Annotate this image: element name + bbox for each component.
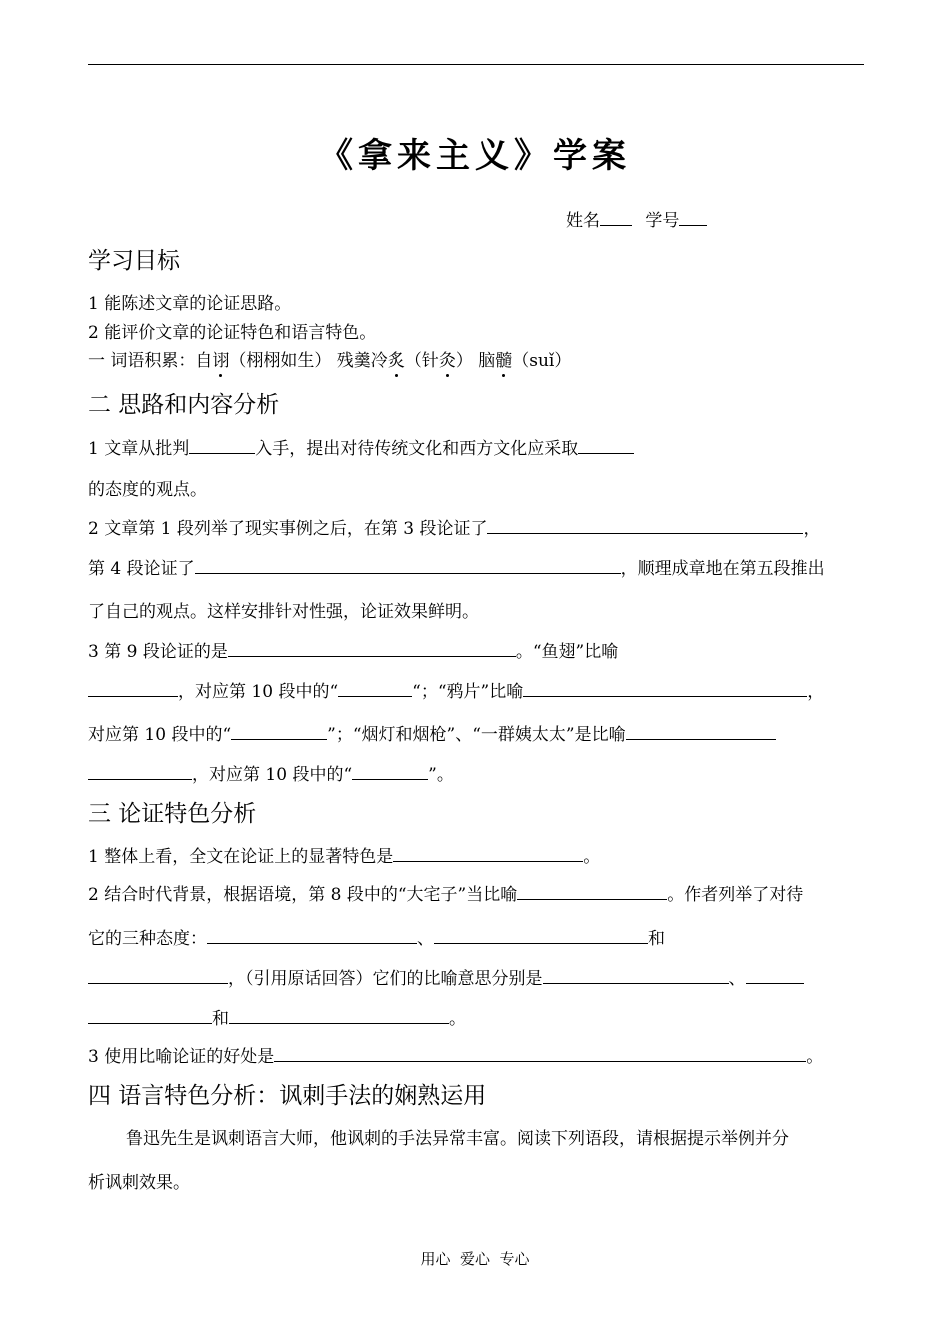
answer-blank[interactable] — [88, 1007, 212, 1024]
text: 。 — [806, 1047, 824, 1067]
vocab-word-2: 炙 — [388, 346, 405, 371]
answer-blank[interactable] — [393, 845, 583, 862]
text: 2 结合时代背景，根据语境，第 8 段中的“大宅子”当比喻 — [88, 885, 518, 905]
answer-blank[interactable] — [543, 967, 729, 984]
answer-blank[interactable] — [88, 680, 178, 697]
page-title: 《拿来主义》学案 — [319, 136, 631, 176]
text: ，（引用原话回答）它们的比喻意思分别是 — [228, 969, 543, 989]
text: “；“鸦片”比喻 — [412, 682, 524, 702]
answer-blank[interactable] — [88, 967, 228, 984]
text: 3 使用比喻论证的好处是 — [88, 1047, 275, 1067]
s3-q2-line1 — [88, 880, 803, 905]
answer-blank[interactable] — [207, 927, 417, 944]
answer-blank[interactable] — [352, 763, 428, 780]
answer-blank[interactable] — [626, 723, 776, 740]
s4-para-line2: 析讽刺效果。 — [88, 1173, 190, 1193]
number-label: 学号 — [645, 211, 680, 231]
text: ， — [803, 519, 821, 539]
answer-blank[interactable] — [195, 557, 621, 574]
s2-q3-line2 — [88, 677, 824, 702]
goal-item-2: 2 能评价文章的论证特色和语言特色。 — [88, 323, 377, 343]
name-number-line — [566, 206, 707, 231]
answer-blank[interactable] — [228, 640, 516, 657]
s2-q3-line4 — [88, 760, 454, 785]
s3-q2-line4 — [88, 1004, 466, 1029]
vocab-word-4: 髓 — [495, 346, 512, 371]
section-heading-goals: 学习目标 — [88, 248, 180, 274]
s2-q2-line3: 了自己的观点。这样安排针对性强，论证效果鲜明。 — [88, 602, 479, 622]
text: 。“鱼翅”比喻 — [515, 642, 619, 662]
text: 3 第 9 段论证的是 — [88, 642, 228, 662]
top-rule — [88, 64, 864, 65]
text: 。作者列举了对待 — [667, 885, 804, 905]
s2-q2-line1 — [88, 514, 820, 539]
vocab-word-3: 灸 — [439, 346, 456, 371]
s3-q2-line3 — [88, 964, 804, 989]
text: 2 文章第 1 段列举了现实事例之后，在第 3 段论证了 — [88, 519, 488, 539]
answer-blank[interactable] — [487, 517, 803, 534]
answer-blank[interactable] — [229, 1007, 449, 1024]
s2-q2-line2 — [88, 554, 825, 579]
text: 对应第 10 段中的“ — [88, 725, 232, 745]
name-label: 姓名 — [566, 211, 600, 231]
answer-blank[interactable] — [88, 763, 192, 780]
s3-q2-line2 — [88, 924, 665, 949]
answer-blank[interactable] — [338, 680, 412, 697]
text: 入手，提出对待传统文化和西方文化应采取 — [255, 439, 579, 459]
answer-blank[interactable] — [434, 927, 648, 944]
vocab-line — [88, 346, 571, 371]
text: 。 — [449, 1009, 466, 1029]
text: ”；“烟灯和烟枪”、“一群姨太太”是比喻 — [327, 725, 626, 745]
vocab-mid-3: ） 脑 — [455, 351, 496, 371]
text: 、 — [417, 929, 434, 949]
answer-blank[interactable] — [189, 437, 255, 454]
answer-blank[interactable] — [523, 680, 807, 697]
s2-q1-line1 — [88, 434, 634, 459]
s3-q1-line — [88, 842, 600, 867]
vocab-mid-2: （针 — [404, 351, 439, 371]
text: 它的三种态度： — [88, 929, 207, 949]
text: 和 — [648, 929, 665, 949]
text: 和 — [212, 1009, 229, 1029]
section-heading-analysis: 二 思路和内容分析 — [88, 392, 280, 418]
goal-item-1: 1 能陈述文章的论证思路。 — [88, 294, 292, 314]
text: 1 整体上看，全文在论证上的显著特色是 — [88, 847, 394, 867]
text: ”。 — [428, 765, 454, 785]
answer-blank[interactable] — [231, 723, 327, 740]
s2-q3-line1 — [88, 637, 618, 662]
number-blank[interactable] — [679, 209, 707, 226]
vocab-word-1: 诩 — [212, 346, 229, 371]
answer-blank[interactable] — [578, 437, 634, 454]
name-blank[interactable] — [600, 209, 632, 226]
vocab-end: （suǐ） — [512, 351, 572, 371]
text: 第 4 段论证了 — [88, 559, 195, 579]
s3-q3-line — [88, 1042, 823, 1067]
text: 1 文章从批判 — [88, 439, 190, 459]
vocab-prefix: 一 词语积累：自 — [88, 351, 213, 371]
text: ， — [807, 682, 825, 702]
text: ，对应第 10 段中的“ — [178, 682, 339, 702]
text: 。 — [583, 847, 601, 867]
section-heading-argument: 三 论证特色分析 — [88, 801, 257, 827]
vocab-mid-1: （栩栩如生） 残羹冷 — [229, 351, 388, 371]
text: 、 — [728, 969, 746, 989]
page-footer: 用心 爱心 专心 — [420, 1250, 530, 1268]
answer-blank[interactable] — [746, 967, 804, 984]
section-heading-language: 四 语言特色分析：讽刺手法的娴熟运用 — [88, 1083, 487, 1109]
s2-q3-line3 — [88, 720, 776, 745]
s4-para-line1: 鲁迅先生是讽刺语言大师，他讽刺的手法异常丰富。阅读下列语段，请根据提示举例并分 — [126, 1129, 789, 1149]
s2-q1-line2: 的态度的观点。 — [88, 480, 207, 500]
text: ，对应第 10 段中的“ — [192, 765, 353, 785]
answer-blank[interactable] — [274, 1045, 806, 1062]
answer-blank[interactable] — [517, 883, 667, 900]
text: ，顺理成章地在第五段推出 — [620, 559, 825, 579]
